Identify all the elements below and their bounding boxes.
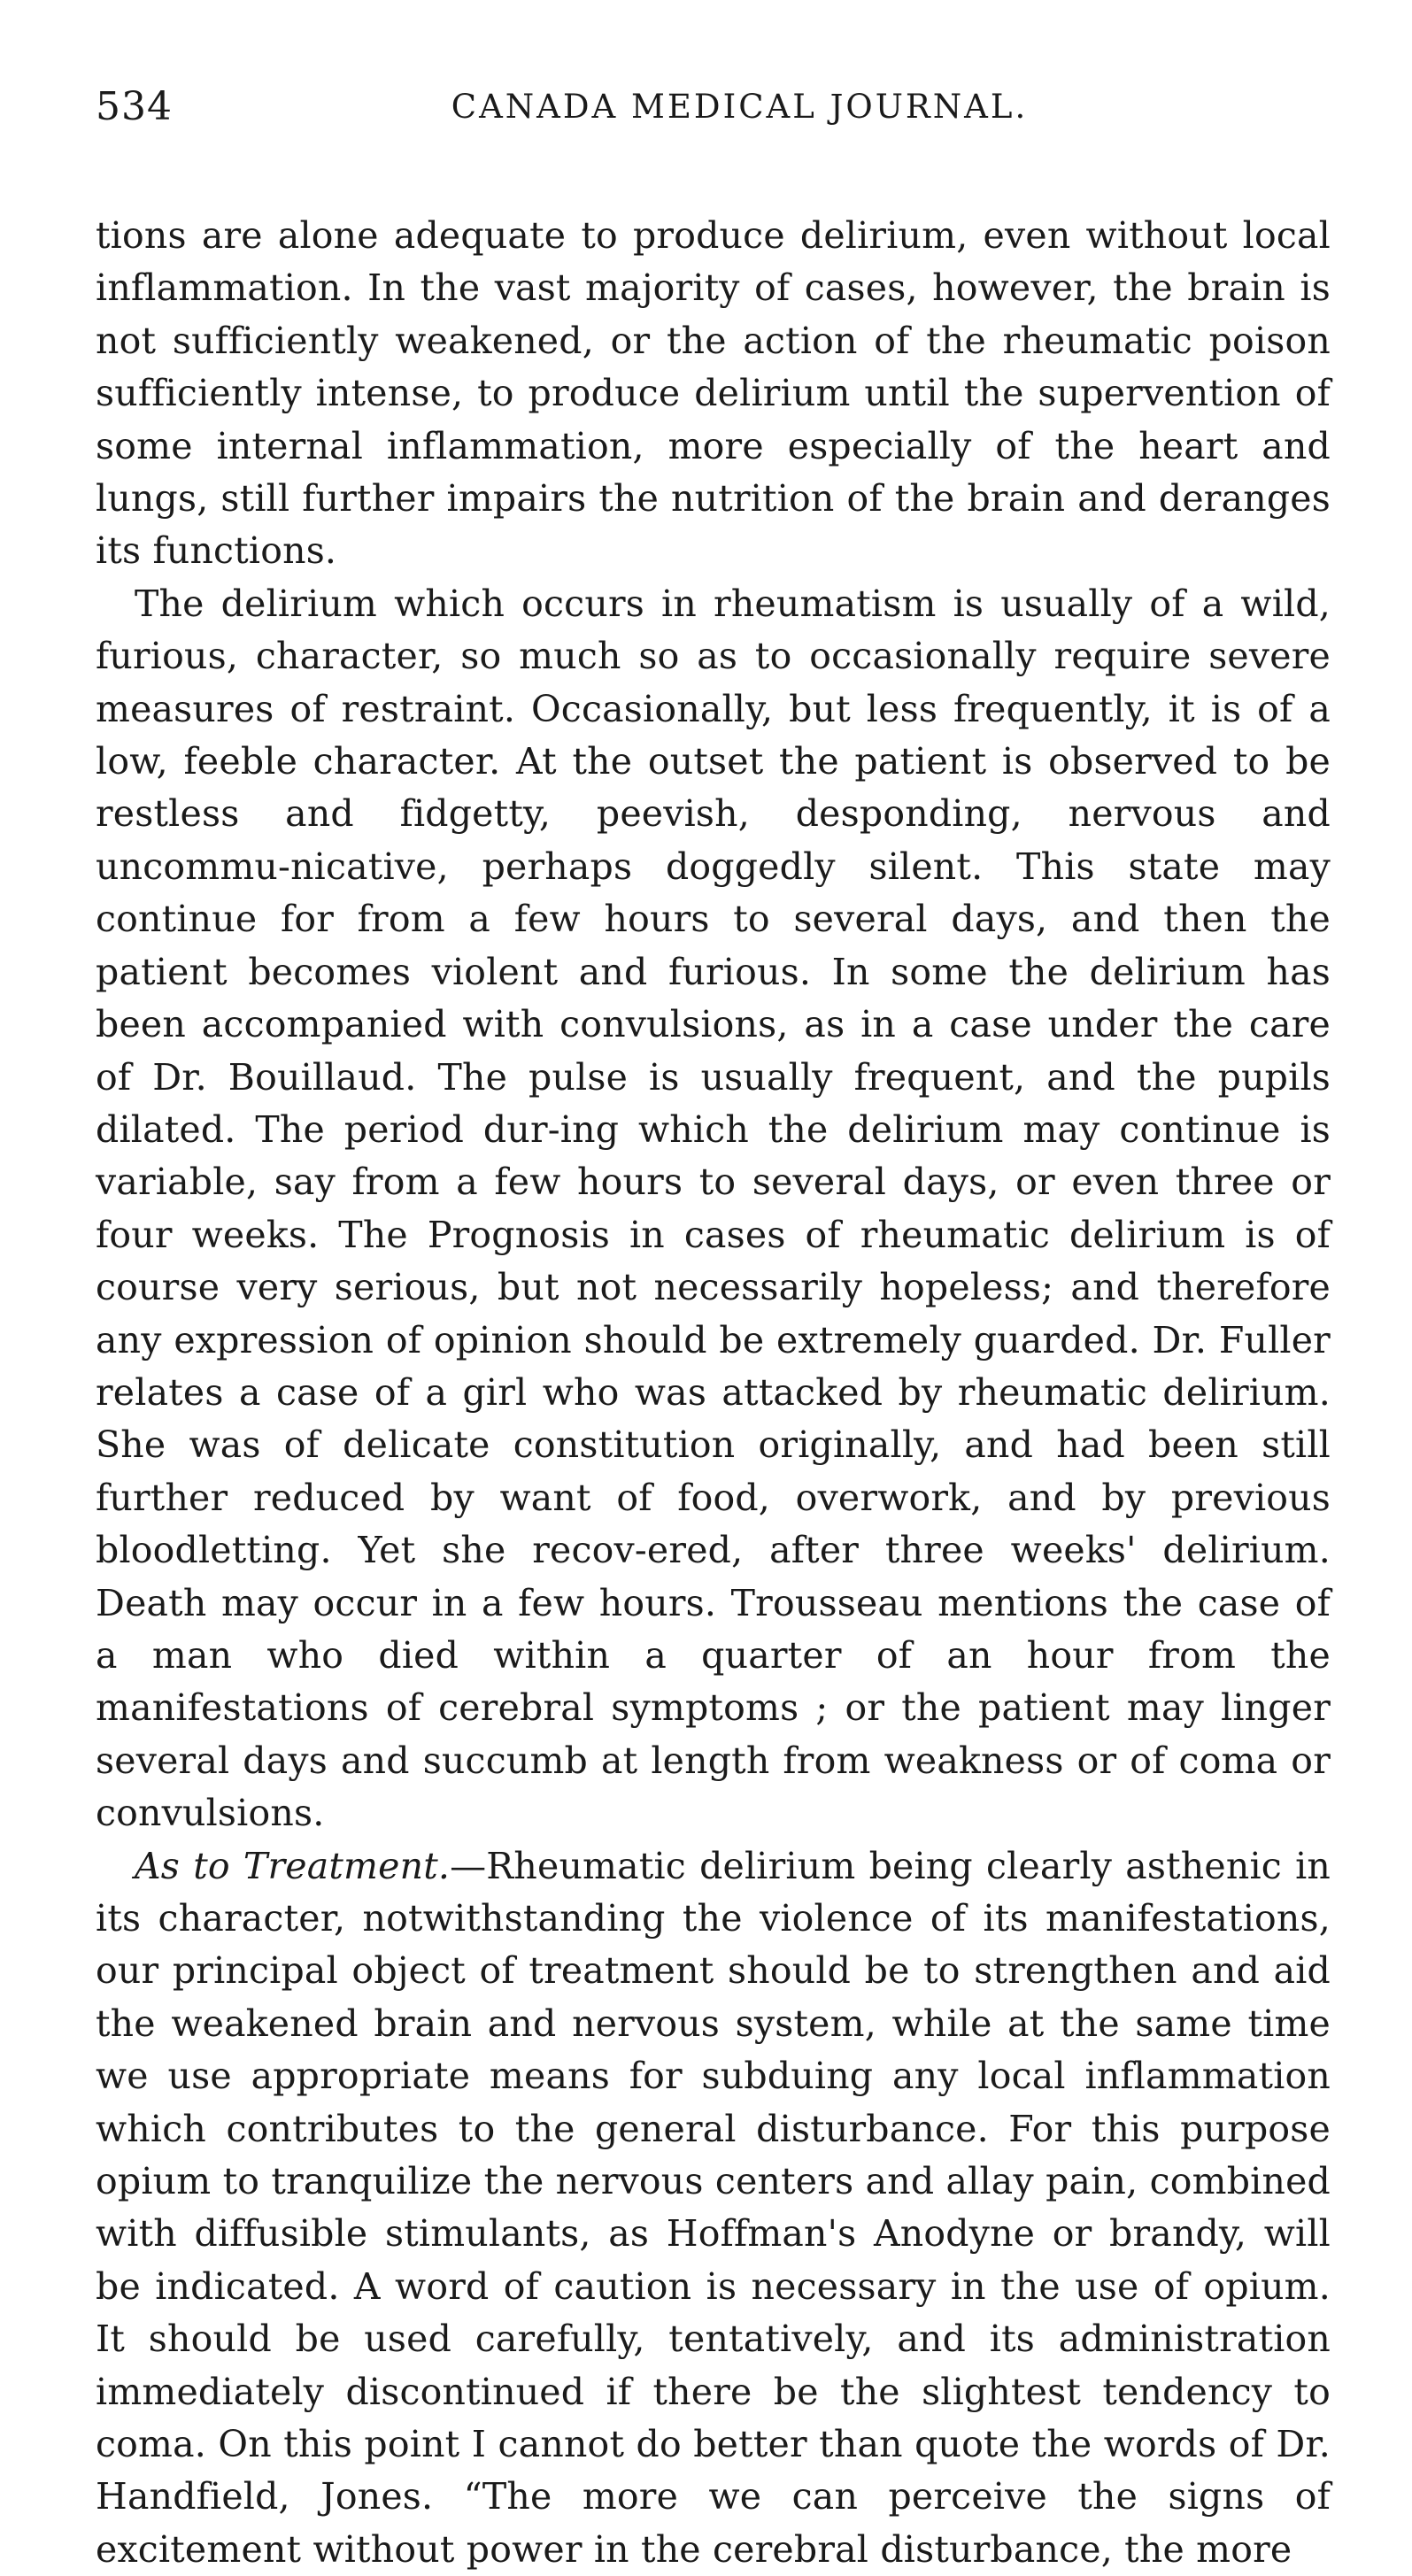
section-lead: As to Treatment.	[135, 1844, 451, 1887]
paragraph-treatment	[96, 1840, 1331, 2576]
running-head: CANADA MEDICAL JOURNAL.	[451, 88, 1029, 126]
paragraph-text: tions are alone adequate to produce delirium, even without local inflammation. In the vast majority of cases, however, the brain is not sufficiently weakened, or the action of the rheumatic poison sufficiently intense, to produce delirium until the supervention of some internal inflammation, more especially of the heart and lungs, still further impairs the nutrition of the brain and deranges its functions.	[96, 214, 1331, 573]
paragraph-delirium-character	[96, 578, 1331, 1840]
article-body	[96, 210, 1331, 2576]
page-number: 534	[96, 84, 173, 129]
paragraph-text: The delirium which occurs in rheumatism is usually of a wild, furious, character, so much so as to occasionally require severe measures of restraint. Occasionally, but less frequently, it is of a low, feeble character. At the outset the patient is observed to be restless and fidgetty, peevish, desponding, nervous and uncommu-nicative, perhaps doggedly silent. This state may continue for from a few hours to several days, and then the patient becomes violent and furious. In some the delirium has been accompanied with convulsions, as in a case under the care of Dr. Bouillaud. The pulse is usually frequent, and the pupils dilated. The period dur-ing which the delirium may continue is variable, say from a few hours to several days, or even three or four weeks. The Prognosis in cases of rheumatic delirium is of course very serious, but not necessarily hopeless; and therefore any expression of opinion should be extremely guarded. Dr. Fuller relates a case of a girl who was attacked by rheumatic delirium. She was of delicate constitution originally, and had been still further reduced by want of food, overwork, and by previous bloodletting. Yet she recov-ered, after three weeks' delirium. Death may occur in a few hours. Trousseau mentions the case of a man who died within a quarter of an hour from the manifestations of cerebral symptoms ; or the patient may linger several days and succumb at length from weakness or of coma or convulsions.	[96, 582, 1331, 1835]
paragraph-text: —Rheumatic delirium being clearly asthenic in its character, notwithstanding the violence of its manifestations, our principal object of treatment should be to strengthen and aid the weakened brain and nervous system, while at the same time we use appropriate means for subduing any local inflammation which contributes to the general disturbance. For this purpose opium to tranquilize the nervous centers and allay pain, combined with diffusible stimulants, as Hoffman's Anodyne or brandy, will be indicated. A word of caution is necessary in the use of opium. It should be used carefully, tentatively, and its administration immediately discontinued if there be the slightest tendency to coma. On this point I cannot do better than quote the words of Dr. Handfield, Jones. “The more we can perceive the signs of excitement without power in the cerebral disturbance, the more	[96, 1844, 1331, 2571]
page-header	[96, 84, 1331, 146]
paragraph-continuation	[96, 210, 1331, 578]
journal-page	[96, 84, 1331, 2576]
